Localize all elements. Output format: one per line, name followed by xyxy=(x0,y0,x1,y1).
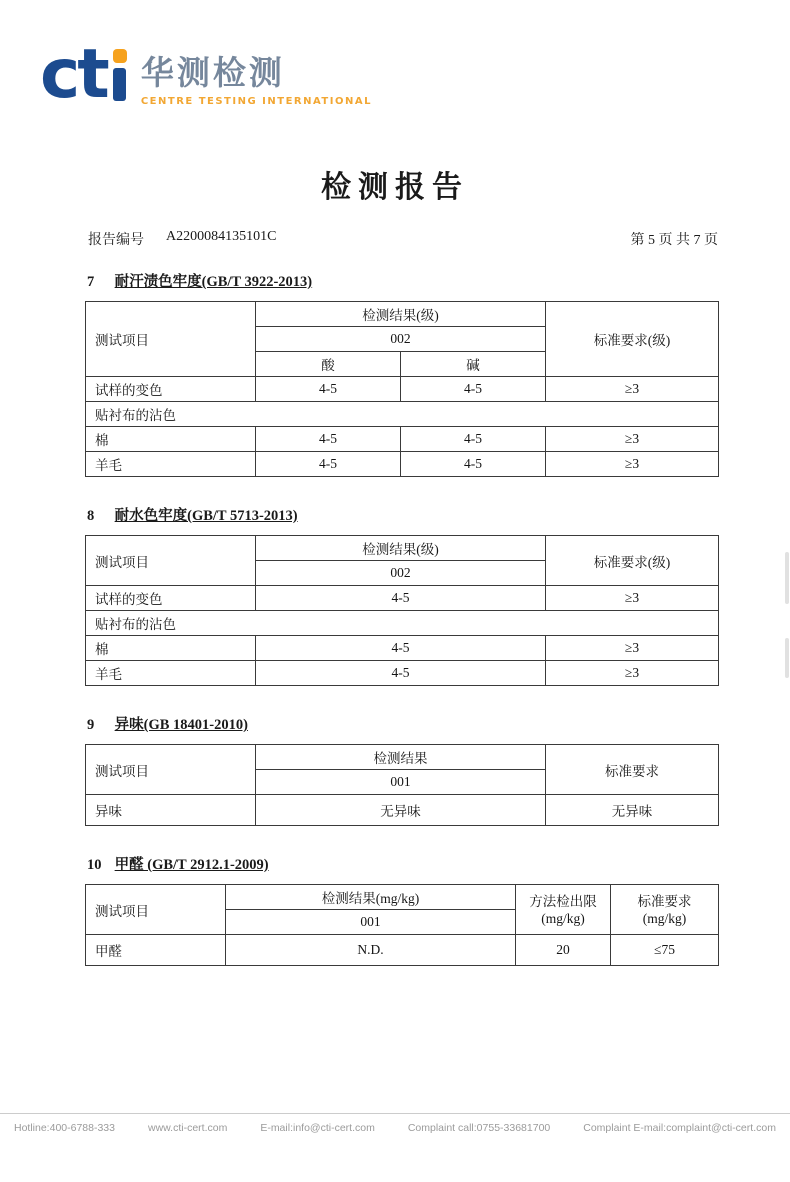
section-8-number: 8 xyxy=(87,508,95,524)
footer-hotline: Hotline:400-6788-333 xyxy=(14,1122,115,1134)
logo-letter-i xyxy=(113,49,127,101)
t8-row-cotton-name: 棉 xyxy=(86,636,256,661)
t10-std-header xyxy=(611,885,719,935)
section-7-number: 7 xyxy=(87,274,95,290)
t7-row-wool-alkali: 4-5 xyxy=(401,452,546,477)
t7-staining-subheader: 贴衬布的沾色 xyxy=(86,402,719,427)
logo-text-block xyxy=(141,48,372,107)
t10-row-formaldehyde-result: N.D. xyxy=(226,935,516,966)
table-row xyxy=(86,586,719,611)
t8-std-header: 标准要求(级) xyxy=(546,536,719,586)
t9-row-odor-std: 无异味 xyxy=(546,795,719,826)
section-10-number: 10 xyxy=(87,857,102,873)
t10-row-formaldehyde-lod: 20 xyxy=(516,935,611,966)
t10-row-formaldehyde-std: ≤75 xyxy=(611,935,719,966)
report-no-label: 报告编号 xyxy=(88,233,144,248)
t8-row-cotton-result: 4-5 xyxy=(256,636,546,661)
t9-row-odor-name: 异味 xyxy=(86,795,256,826)
t7-std-header: 标准要求(级) xyxy=(546,302,719,377)
water-fastness-table xyxy=(85,535,719,686)
report-no-value: A2200084135101C xyxy=(166,229,277,244)
t7-item-header: 测试项目 xyxy=(86,302,256,377)
table-row xyxy=(86,636,719,661)
t7-row-change-alkali: 4-5 xyxy=(401,377,546,402)
sweat-fastness-table xyxy=(85,301,719,477)
table-row xyxy=(86,377,719,402)
t8-row-wool-result: 4-5 xyxy=(256,661,546,686)
t8-row-cotton-std: ≥3 xyxy=(546,636,719,661)
logo-i-stem xyxy=(113,68,126,101)
t7-result-header: 检测结果(级) xyxy=(256,302,546,327)
t9-sample-id: 001 xyxy=(256,770,546,795)
t9-item-header: 测试项目 xyxy=(86,745,256,795)
table-row xyxy=(86,935,719,966)
page-number-info: 第 5 页 共 7 页 xyxy=(630,233,718,248)
formaldehyde-table xyxy=(85,884,719,966)
logo-english-name: CENTRE TESTING INTERNATIONAL xyxy=(140,96,372,107)
t7-row-wool-std: ≥3 xyxy=(546,452,719,477)
t10-lod-header xyxy=(516,885,611,935)
logo-orange-dot-icon xyxy=(113,49,127,63)
t10-row-formaldehyde-name: 甲醛 xyxy=(86,935,226,966)
page-title: 检测报告 xyxy=(321,171,469,204)
t8-row-change-name: 试样的变色 xyxy=(86,586,256,611)
section-9-number: 9 xyxy=(87,717,95,733)
t7-row-cotton-name: 棉 xyxy=(86,427,256,452)
table-row xyxy=(86,795,719,826)
t7-row-cotton-std: ≥3 xyxy=(546,427,719,452)
section-9-title: 异味(GB 18401-2010) xyxy=(114,717,248,733)
t8-row-wool-std: ≥3 xyxy=(546,661,719,686)
t7-row-cotton-alkali: 4-5 xyxy=(401,427,546,452)
t10-std-header-line1: 标准要求 xyxy=(637,893,692,909)
footer-complaint-email: Complaint E-mail:complaint@cti-cert.com xyxy=(583,1122,776,1134)
table-row xyxy=(86,661,719,686)
cti-logo xyxy=(40,35,372,114)
page-edge-artifact xyxy=(785,552,789,604)
t7-alkali-header: 碱 xyxy=(401,352,546,377)
t8-item-header: 测试项目 xyxy=(86,536,256,586)
t7-row-change-acid: 4-5 xyxy=(256,377,401,402)
page-edge-artifact xyxy=(785,638,789,678)
t10-sample-id: 001 xyxy=(226,910,516,935)
t8-row-change-result: 4-5 xyxy=(256,586,546,611)
t7-row-wool-name: 羊毛 xyxy=(86,452,256,477)
t10-result-header: 检测结果(mg/kg) xyxy=(226,885,516,910)
logo-letters-ct: ct xyxy=(40,35,107,114)
report-meta-row xyxy=(88,229,718,249)
section-7-title: 耐汗渍色牢度(GB/T 3922-2013) xyxy=(114,274,313,290)
footer-complaint-call: Complaint call:0755-33681700 xyxy=(407,1122,551,1134)
t8-result-header: 检测结果(级) xyxy=(256,536,546,561)
t10-std-header-line2: (mg/kg) xyxy=(642,910,687,926)
t7-row-wool-acid: 4-5 xyxy=(256,452,401,477)
logo-chinese-name: 华测检测 xyxy=(140,53,285,92)
section-8-title: 耐水色牢度(GB/T 5713-2013) xyxy=(114,508,298,524)
section-7-heading xyxy=(87,272,718,292)
section-9-heading xyxy=(87,715,718,735)
section-8-heading xyxy=(87,506,718,526)
t9-std-header: 标准要求 xyxy=(546,745,719,795)
section-10-heading xyxy=(87,855,718,875)
t8-row-wool-name: 羊毛 xyxy=(86,661,256,686)
t10-lod-header-line2: (mg/kg) xyxy=(541,910,585,926)
table-row xyxy=(86,427,719,452)
table-row xyxy=(86,402,719,427)
t7-row-cotton-acid: 4-5 xyxy=(256,427,401,452)
footer-email: E-mail:info@cti-cert.com xyxy=(260,1122,375,1134)
footer-website: www.cti-cert.com xyxy=(147,1122,228,1134)
report-body xyxy=(85,272,718,995)
t7-sample-id: 002 xyxy=(256,327,546,352)
t8-sample-id: 002 xyxy=(256,561,546,586)
table-row xyxy=(86,452,719,477)
t9-row-odor-result: 无异味 xyxy=(256,795,546,826)
section-10-title: 甲醛 (GB/T 2912.1-2009) xyxy=(114,857,269,873)
t7-acid-header: 酸 xyxy=(256,352,401,377)
t10-item-header: 测试项目 xyxy=(86,885,226,935)
footer xyxy=(0,1113,790,1134)
t7-row-change-name: 试样的变色 xyxy=(86,377,256,402)
cti-logo-mark xyxy=(40,35,127,114)
t8-row-change-std: ≥3 xyxy=(546,586,719,611)
t7-row-change-std: ≥3 xyxy=(546,377,719,402)
report-number-group xyxy=(88,229,276,249)
t9-result-header: 检测结果 xyxy=(256,745,546,770)
t10-lod-header-line1: 方法检出限 xyxy=(529,893,597,909)
t8-staining-subheader: 贴衬布的沾色 xyxy=(86,611,719,636)
table-row xyxy=(86,611,719,636)
odor-table xyxy=(85,744,719,826)
